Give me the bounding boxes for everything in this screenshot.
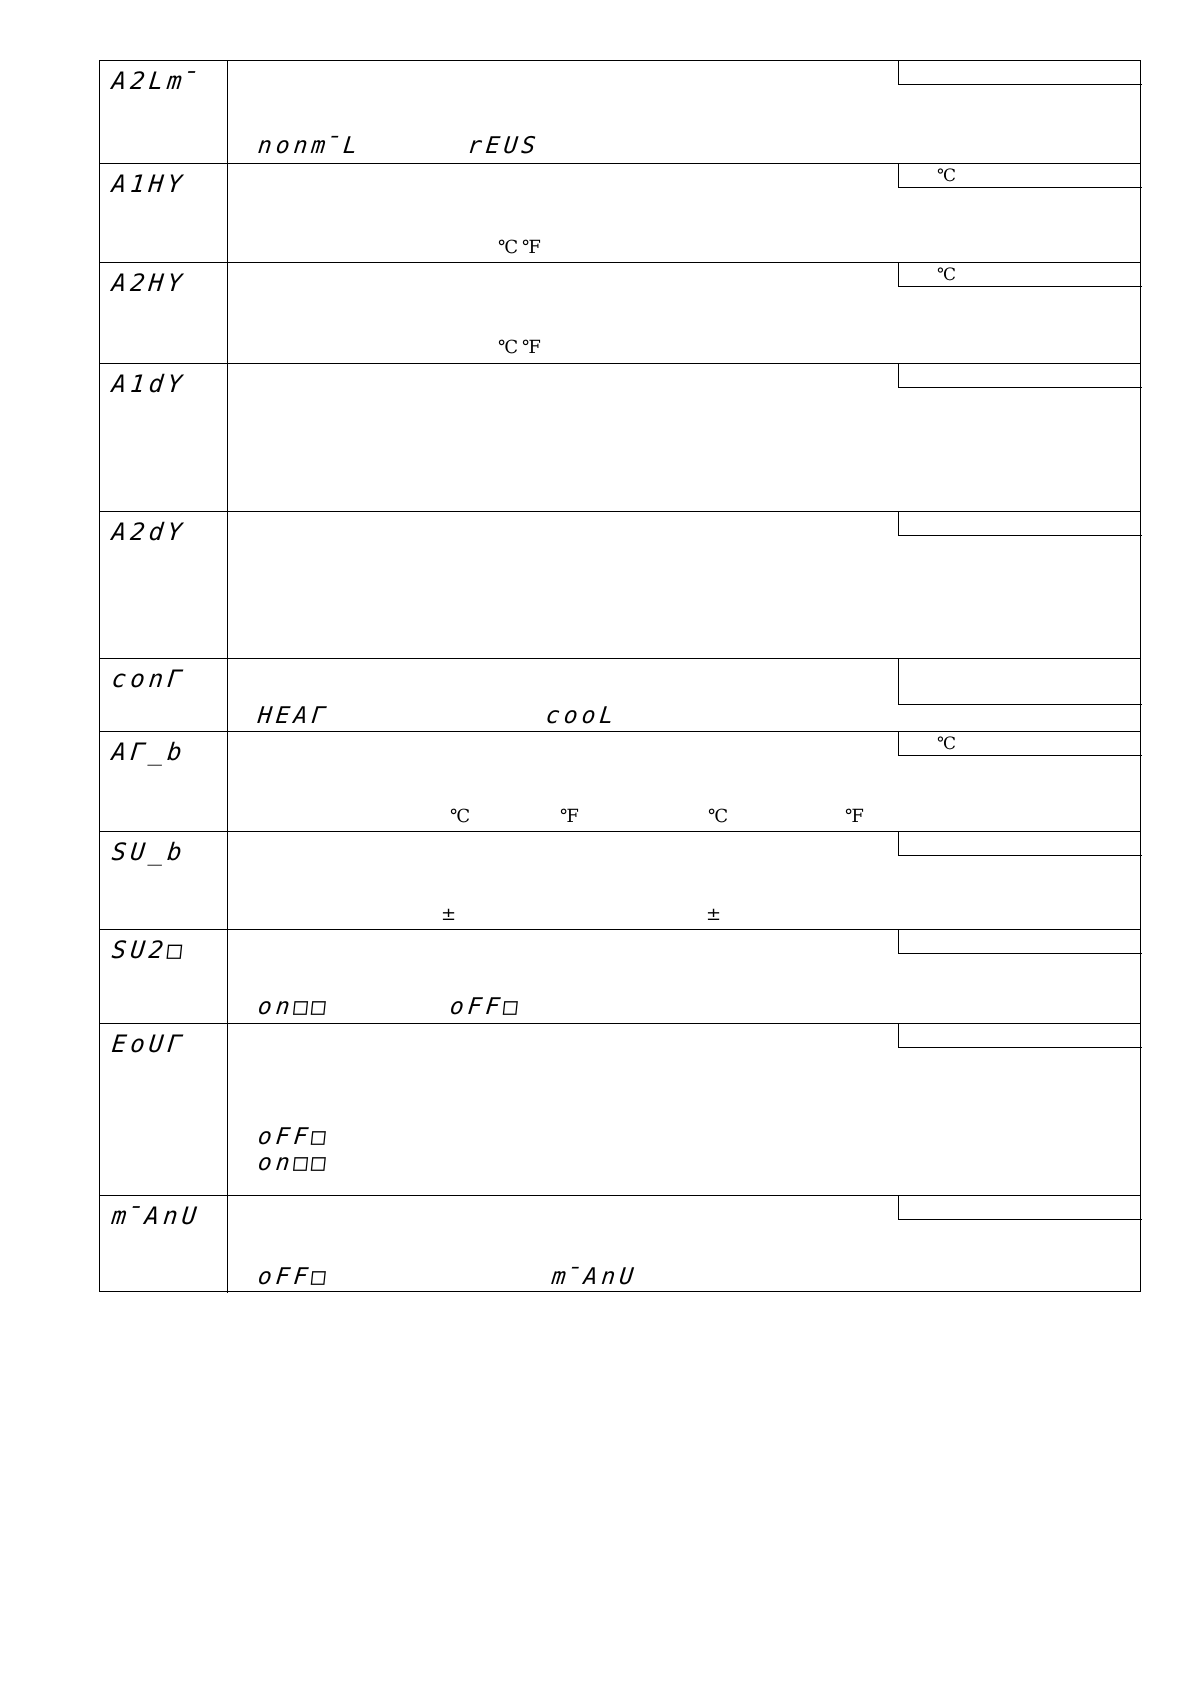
default-value-box: [898, 1024, 1142, 1048]
param-code: EoUΓ: [110, 1030, 188, 1058]
param-code: A1HY: [110, 170, 188, 198]
param-row-at-b: [100, 732, 1140, 832]
unit-fahrenheit: ℉: [522, 237, 541, 258]
param-code-cell: [100, 930, 228, 1023]
default-value-box: [898, 364, 1142, 388]
param-row-a1hy: [100, 164, 1140, 263]
param-row-a2hy: [100, 263, 1140, 364]
option-off: oFF□: [448, 994, 523, 1020]
param-code: conΓ: [110, 665, 188, 693]
unit-celsius: ℃: [450, 806, 471, 827]
param-row-sv2: [100, 930, 1140, 1024]
option-off: oFF□: [256, 1264, 331, 1290]
param-code: A1dY: [110, 370, 188, 398]
param-code: SU_b: [110, 838, 188, 866]
default-value-box: [898, 164, 1142, 188]
unit-celsius: ℃: [498, 337, 519, 358]
param-row-manu: [100, 1196, 1140, 1293]
param-code: A2dY: [110, 518, 188, 546]
param-code-cell: [100, 512, 228, 658]
param-code-cell: [100, 1196, 228, 1293]
plus-minus-symbol: ±: [441, 904, 457, 925]
param-row-a2lm: [100, 61, 1140, 164]
param-row-a2dy: [100, 512, 1140, 659]
option-cool: cooL: [544, 703, 619, 729]
unit-celsius: ℃: [708, 806, 729, 827]
plus-minus-symbol: ±: [706, 904, 722, 925]
option-normal: nonm̄L: [256, 133, 363, 159]
default-value-box: [898, 512, 1142, 536]
option-reverse: rEUS: [466, 133, 541, 159]
default-value-box: [898, 263, 1142, 287]
unit-fahrenheit: ℉: [560, 806, 579, 827]
default-unit: ℃: [937, 166, 957, 186]
param-code: SU2□: [110, 936, 188, 964]
param-row-sv-b: [100, 832, 1140, 930]
default-value-box: [898, 61, 1142, 85]
default-value-box: [898, 930, 1142, 954]
param-code-cell: [100, 164, 228, 262]
default-value-box: [898, 659, 1142, 705]
param-row-eout: [100, 1024, 1140, 1196]
param-row-conf: [100, 659, 1140, 732]
option-on: on□□: [256, 994, 331, 1020]
default-unit: ℃: [937, 734, 957, 754]
option-manual: m̄AnU: [550, 1264, 639, 1290]
unit-celsius: ℃: [498, 237, 519, 258]
param-code-cell: [100, 1024, 228, 1195]
default-value-box: [898, 732, 1142, 756]
param-code: m̄AnU: [110, 1202, 202, 1230]
param-code-cell: [100, 364, 228, 511]
option-off: oFF□: [256, 1124, 331, 1150]
param-code-cell: [100, 659, 228, 731]
param-code: A2Lm̄: [110, 67, 202, 95]
param-row-a1dy: [100, 364, 1140, 512]
param-code-cell: [100, 732, 228, 831]
default-value-box: [898, 832, 1142, 856]
default-unit: ℃: [937, 265, 957, 285]
unit-fahrenheit: ℉: [845, 806, 864, 827]
param-code-cell: [100, 263, 228, 363]
option-on: on□□: [256, 1150, 331, 1176]
default-value-box: [898, 1196, 1142, 1220]
unit-fahrenheit: ℉: [522, 337, 541, 358]
option-heat: HEAΓ: [256, 703, 331, 729]
param-code: AΓ_b: [110, 738, 188, 766]
parameter-table: [99, 60, 1141, 1292]
param-code-cell: [100, 61, 228, 163]
param-code: A2HY: [110, 269, 188, 297]
param-code-cell: [100, 832, 228, 929]
